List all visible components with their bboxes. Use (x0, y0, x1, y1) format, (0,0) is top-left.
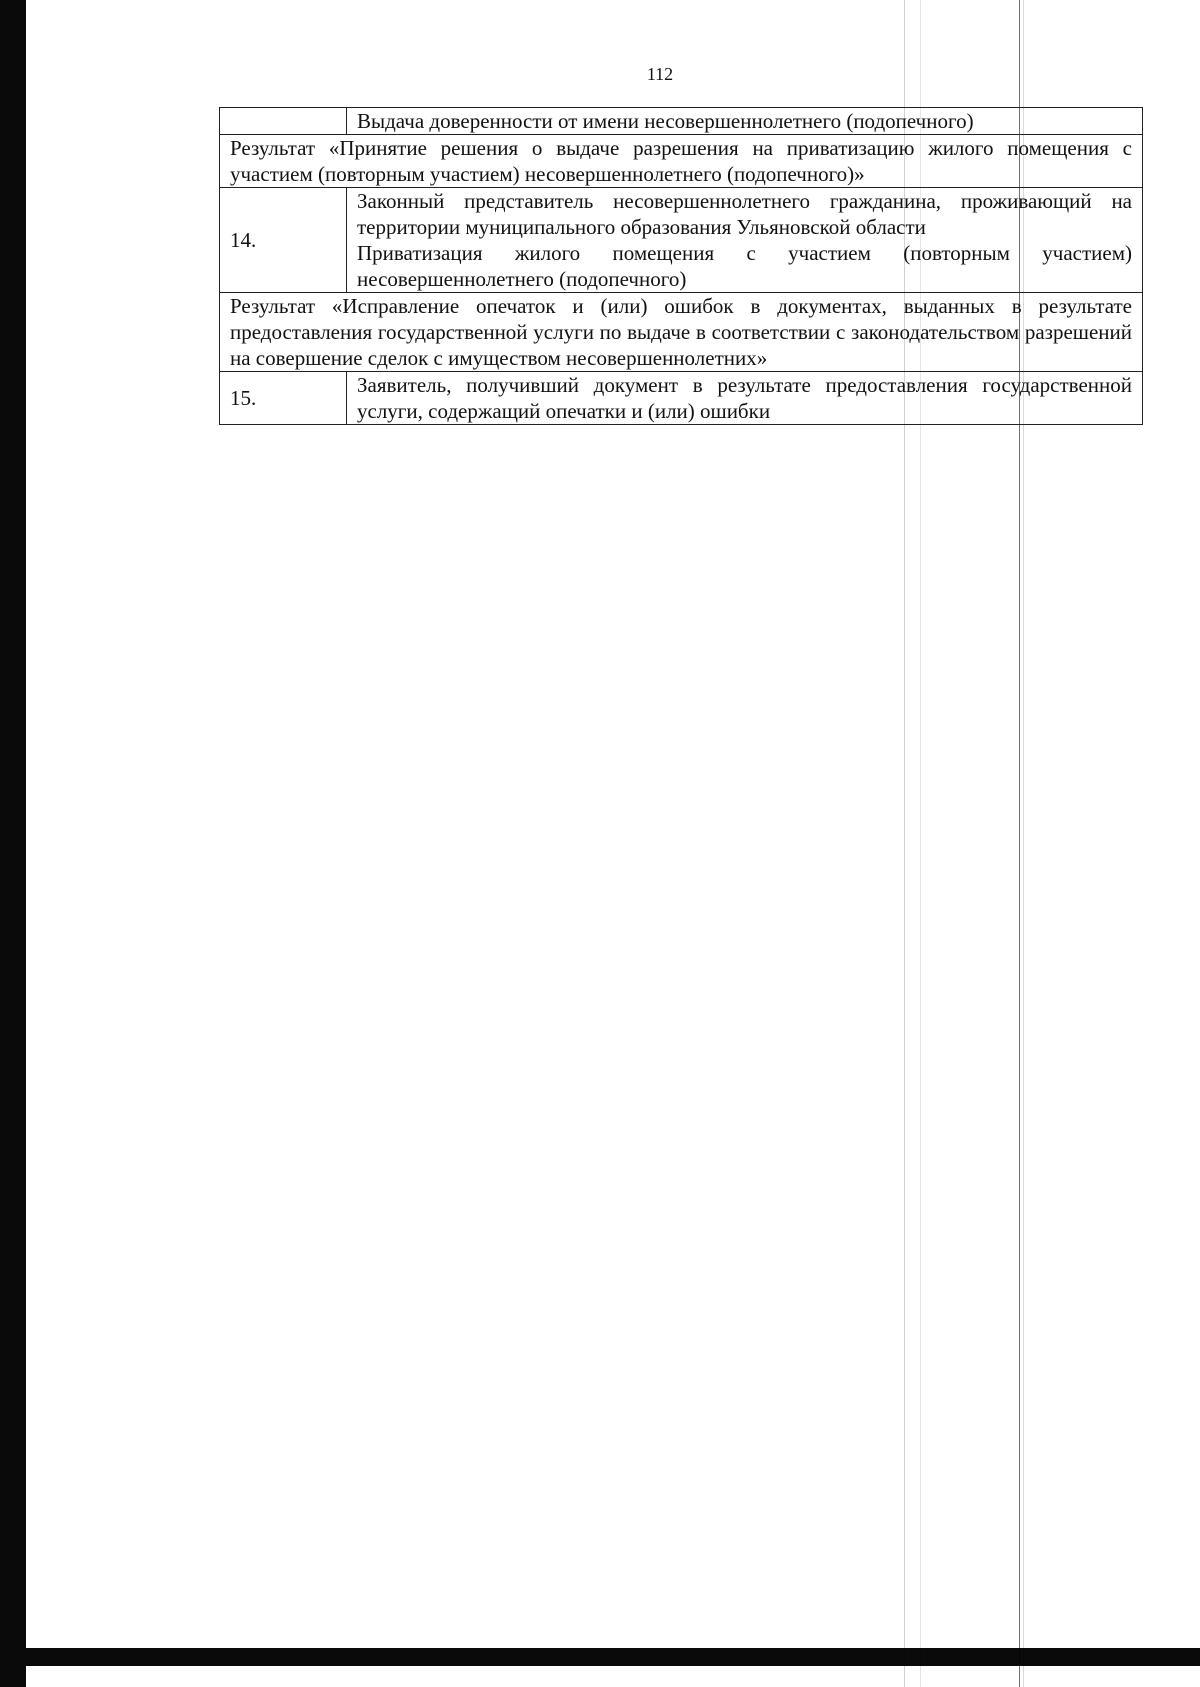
result-row-2 (220, 293, 1143, 372)
applicant-text: Законный представитель несовершеннолетнего гражданина, проживающий на территории муниципального образования Ульяновской области (357, 189, 1132, 239)
table-row-14 (220, 188, 1143, 293)
row-text-cell (347, 188, 1143, 293)
row-number-cell (220, 108, 347, 135)
result-heading: Результат «Принятие решения о выдаче разрешения на приватизацию жилого помещения с участием (повторным участием) несовершеннолетнего (подопечного)» (220, 135, 1143, 188)
row-number-cell: 14. (220, 188, 347, 293)
row-text-cell: Заявитель, получивший документ в результате предоставления государственной услуги, содержащий опечатки и (или) ошибки (347, 372, 1143, 425)
service-text: Приватизация жилого помещения с участием (повторным участием) несовершеннолетнего (подопечного) (357, 241, 1132, 291)
row-number-cell: 15. (220, 372, 347, 425)
result-row-1 (220, 135, 1143, 188)
page-number: 112 (646, 64, 674, 84)
scan-left-edge (0, 0, 26, 1687)
document-table (219, 107, 1143, 425)
result-heading: Результат «Исправление опечаток и (или) ошибок в документах, выданных в результате предоставления государственной услуги по выдаче в соответствии с законодательством разрешений на совершение сделок с имуществом несовершеннолетних» (220, 293, 1143, 372)
table-row-top (220, 108, 1143, 135)
table-row-15 (220, 372, 1143, 425)
row-text-cell: Выдача доверенности от имени несовершеннолетнего (подопечного) (347, 108, 1143, 135)
